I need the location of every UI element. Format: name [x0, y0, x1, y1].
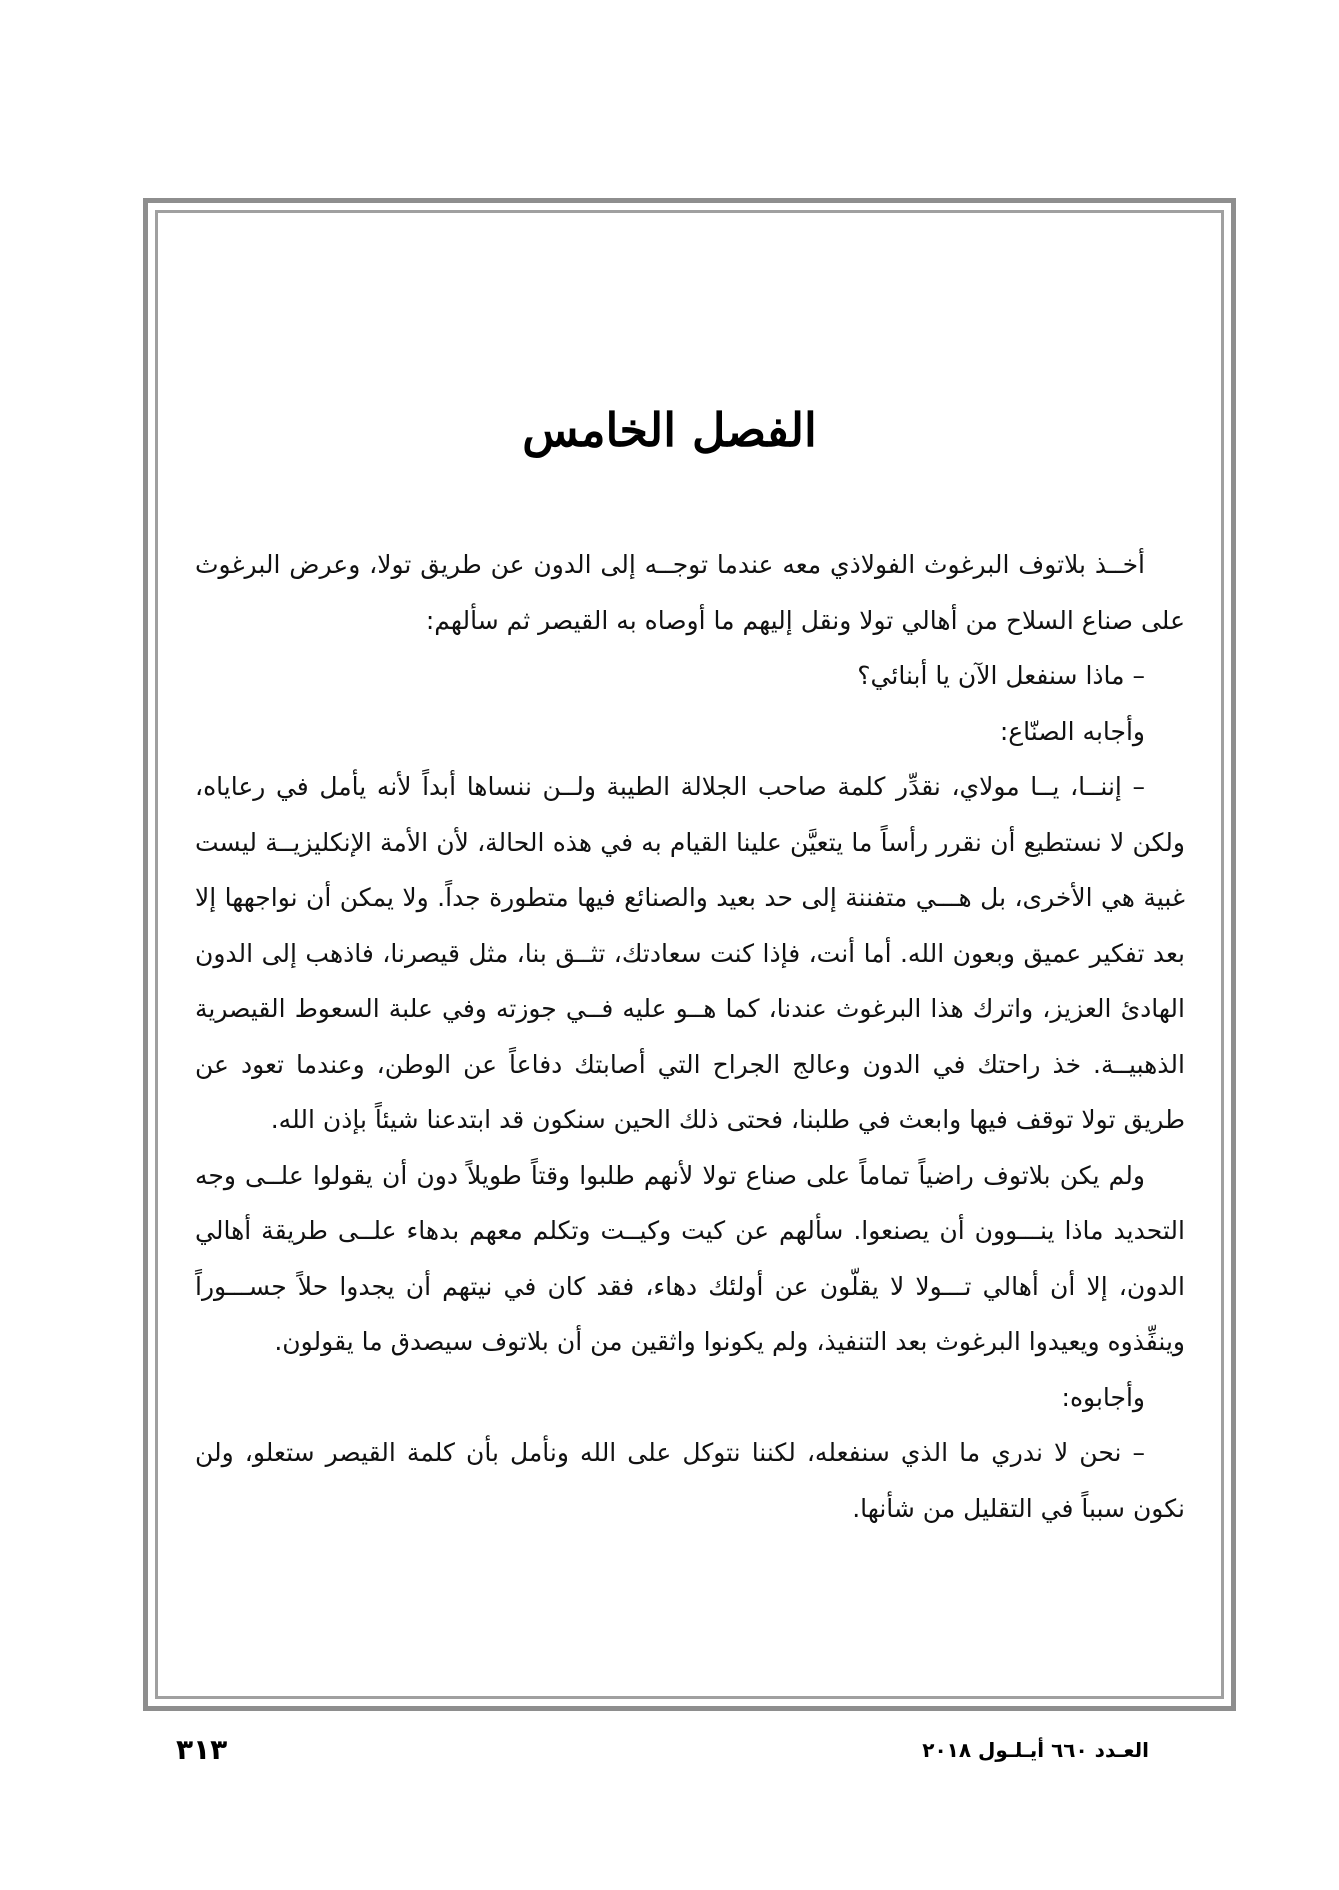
paragraph-opening: أخــذ بلاتوف البرغوث الفولاذي معه عندما توجــه إلى الدون عن طريق تولا، وعرض البرغوث على صناع السلاح من أهالي تولا ونقل إليهم ما أوصاه به القيصر ثم سألهم:: [195, 550, 1185, 635]
dialogue-question: – ماذا سنفعل الآن يا أبنائي؟: [857, 661, 1145, 690]
paragraph-craftsmen-reply-intro: وأجابه الصنّاع:: [999, 716, 1145, 746]
dialogue-final-answer: – نحن لا ندري ما الذي سنفعله، لكننا نتوكل على الله ونأمل بأن كلمة القيصر ستعلو، ولن نكون سبباً في التقليل من شأنها.: [195, 1438, 1185, 1523]
dialogue-craftsmen-answer: – إننــا، يــا مولاي، نقدِّر كلمة صاحب الجلالة الطيبة ولــن ننساها أبداً لأنه يأمل في رعاياه، ولكن لا نستطيع أن نقرر رأساً ما يتعيَّن علينا القيام به في هذه الحالة، لأن الأمة الإنكليزيــة ليست غبية هي الأخرى، بل هـــي متفننة إلى حد بعيد والصنائع فيها متطورة جداً. ولا يمكن أن نواجهها إلا بعد تفكير عميق وبعون الله. أما أنت، فإذا كنت سعادتك، تثــق بنا، مثل قيصرنا، فاذهب إلى الدون الهادئ العزيز، واترك هذا البرغوث عندنا، كما هــو عليه فــي جوزته وفي علبة السعوط القيصرية الذهبيــة. خذ راحتك في الدون وعالج الجراح التي أصابتك دفاعاً عن الوطن، وعندما تعود عن طريق تولا توقف فيها وابعث في طلبنا، فحتى ذلك الحين سنكون قد ابتدعنا شيئاً بإذن الله.: [195, 772, 1185, 1134]
chapter-body: [195, 537, 1185, 1536]
page-number: ٣١٣: [176, 1733, 228, 1766]
paragraph-reply-intro: وأجابوه:: [1061, 1382, 1145, 1412]
chapter-title: الفصل الخامس: [522, 403, 817, 457]
issue-info: العـدد ٦٦٠ أيـلـول ٢٠١٨: [922, 1738, 1149, 1762]
paragraph-platov-doubt: ولم يكن بلاتوف راضياً تماماً على صناع تولا لأنهم طلبوا وقتاً طويلاً دون أن يقولوا علــى وجه التحديد ماذا ينـــوون أن يصنعوا. سألهم عن كيت وكيــت وتكلم معهم بدهاء علــى طريقة أهالي الدون، إلا أن أهالي تـــولا لا يقلّون عن أولئك دهاء، فقد كان في نيتهم أن يجدوا حلاً جســـوراً وينفِّذوه ويعيدوا البرغوث بعد التنفيذ، ولم يكونوا واثقين من أن بلاتوف سيصدق ما يقولون.: [195, 1160, 1185, 1356]
